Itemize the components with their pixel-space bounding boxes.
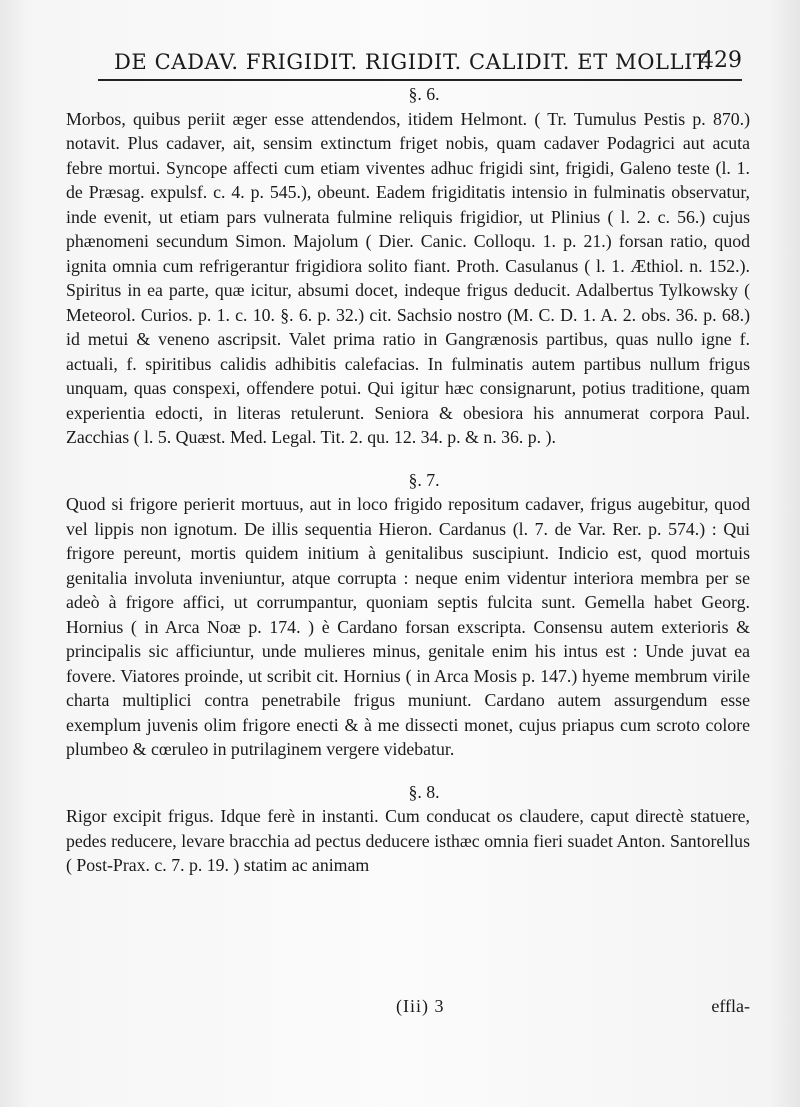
header-rule [98,79,742,81]
catchword: effla- [711,996,750,1016]
section-8-text: Rigor excipit frigus. Idque ferè in instanti. Cum conducat os claudere, caput directè statuere, pedes reducere, levare bracchia ad pectus deducere isthæc omnia fieri suadet Anton. Santorellus ( Post-Prax. c. 7. p. 19. ) statim ac animam [66,806,750,875]
running-head: DE CADAV. FRIGIDIT. RIGIDIT. CALIDIT. ET MOLLIT. [114,50,712,74]
section-mark-8: §. 8. [408,781,440,802]
signature-mark: (Iii) 3 [396,996,445,1016]
section-mark-7: §. 7. [408,469,440,490]
section-6-text: Morbos, quibus periit æger esse attendendos, itidem Helmont. ( Tr. Tumulus Pestis p. 870.) notavit. Plus cadaver, ait, sensim extinctum friget nobis, quam cadaver Podagrici aut acuta febre mortui. Syncope affecti cum etiam viventes adhuc frigidi sint, frigidi, Galeno teste (l. 1. de Præsag. expulsf. c. 4. p. 545.), obeunt. Eadem frigiditatis intensio in fulminatis observatur, inde evenit, ut etiam pars vulnerata fulmine reliquis frigidior, ut Plinius ( l. 2. c. 56.) cujus phænomeni secundum Simon. Majolum ( Dier. Canic. Colloqu. 1. p. 21.) forsan ratio, quod ignita omnia cum refrigerantur frigidiora solito fiant. Proth. Casulanus ( l. 1. Æthiol. n. 152.). Spiritus in ea parte, quæ icitur, absumi docet, indeque frigus deducit. Adalbertus Tylkowsky ( Meteorol. Curios. p. 1. c. 10. §. 6. p. 32.) cit. Sachsio nostro (M. C. D. 1. A. 2. obs. 36. p. 68.) id metui & veneno ascripsit. Valet prima ratio in Gangrænosis partibus, quas nullo igne f. actuali, f. spiritibus calidis adhibitis calefacias. In fulminatis autem partibus nullum frigus unquam, quas conspexi, offendere potui. Qui igitur hæc consignarunt, potius traditione, quam experientia edocti, in literas retulerunt. Seniora & obesiora his annumerat corpora Paul. Zacchias ( l. 5. Quæst. Med. Legal. Tit. 2. qu. 12. 34. p. & n. 36. p. ). [66,108,750,447]
section-7-text: Quod si frigore perierit mortuus, aut in loco frigido repositum cadaver, frigus augebitur, quod vel lippis non ignotum. De illis sequentia Hieron. Cardanus (l. 7. de Var. Rer. p. 574.) : Qui frigore pereunt, mortis quidem initium à genitalibus suscipiunt. Indicio est, quod mortuis genitalia involuta inveniuntur, atque corrupta : neque enim videntur interiora membra per se adeò à frigore affici, ut corrumpantur, quoniam septis fulcita sunt. Gemella habet Georg. Hornius ( in Arca Noæ p. 174. ) è Cardano forsan exscripta. Consensu autem exterioris & principalis sic afficiuntur, unde mulieres minus, genitale enim his intus est : Unde juvat ea fovere. Viatores proinde, ut scribit cit. Hornius ( in Arca Mosis p. 147.) hyeme membrum virile charta multiplici contra penetrabile frigus muniunt. Cardano autem assurgendum esse exemplum juvenis olim frigore enecti & à me dissecti monet, cujus priapus cum scroto colore plumbeo & cœruleo in putrilaginem vergere videbatur. [66,494,750,759]
page-body [66,82,750,878]
page-header [98,46,742,76]
page-footer [66,992,750,1022]
page-number: 429 [700,48,742,73]
section-mark-6: §. 6. [408,84,440,104]
